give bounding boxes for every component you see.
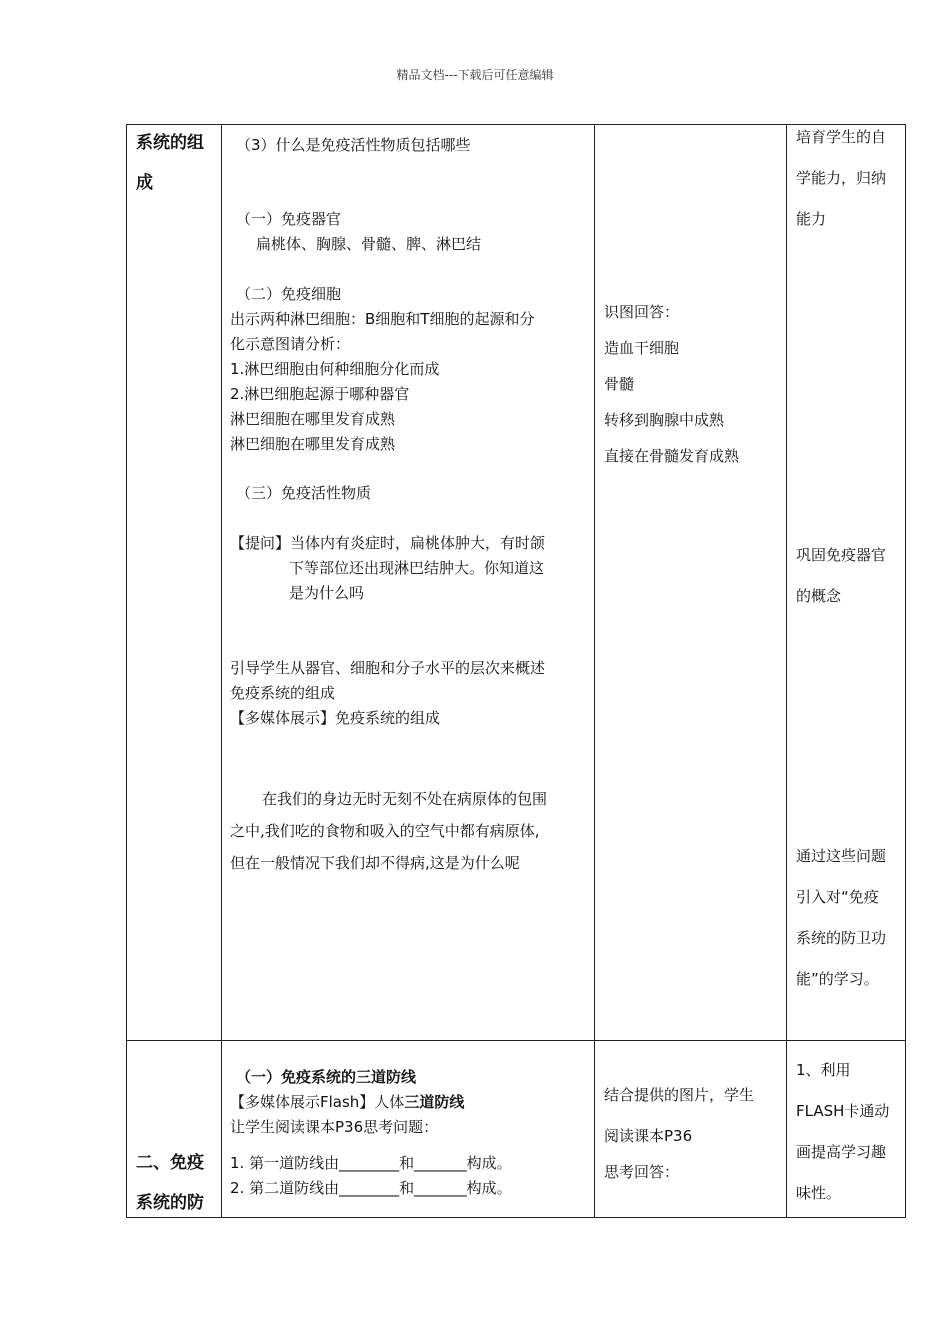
intent-line: 系统的防卫功 [796,929,887,947]
question-3: （3）什么是免疫活性物质包括哪些 [236,136,471,154]
design-intent-cell [787,125,906,1041]
student-activity-cell [595,125,787,1041]
student-answer: 转移到胸腺中成熟 [604,411,725,429]
section-cell [127,1041,222,1218]
table-row [127,1041,906,1218]
question-prompt: 是为什么吗 [289,584,365,602]
intent-line: 通过这些问题 [796,847,887,865]
student-activity: 思考回答： [604,1163,680,1181]
intent-line: 1、利用 [796,1061,851,1079]
student-answer: 直接在骨髓发育成熟 [604,447,740,465]
section-label-line: 系统的防 [136,1193,204,1213]
cell-question: 淋巴细胞在哪里发育成熟 [230,435,396,453]
cell-question: 1.淋巴细胞由何种细胞分化而成 [230,360,440,378]
intent-line: FLASH卡通动 [796,1102,890,1120]
intent-line: 能”的学习。 [796,970,879,988]
page-header: 精品文档---下载后可任意编辑 [396,68,554,82]
cell-intro: 出示两种淋巴细胞：B细胞和T细胞的起源和分 [230,310,535,328]
student-activity: 阅读课本P36 [604,1127,693,1145]
question-prompt: 下等部位还出现淋巴结肿大。你知道这 [289,559,545,577]
fill-question: 2. 第二道防线由________和_______构成。 [230,1179,512,1197]
paragraph-line: 但在一般情况下我们却不得病,这是为什么呢 [230,854,520,872]
student-activity: 结合提供的图片，学生 [604,1086,755,1104]
fill-question: 1. 第一道防线由________和_______构成。 [230,1154,512,1172]
active-substance-title: （三）免疫活性物质 [236,484,372,502]
paragraph-line: 在我们的身边无时无刻不处在病原体的包围 [262,790,548,808]
multimedia-note: 【多媒体展示】免疫系统的组成 [230,709,441,727]
intent-line: 巩固免疫器官 [796,546,887,564]
flash-note-prefix: 【多媒体展示Flash】人体 [230,1093,405,1111]
guide-text: 引导学生从器官、细胞和分子水平的层次来概述 [230,659,546,677]
reading-task: 让学生阅读课本P36思考问题： [230,1118,439,1136]
student-answer: 识图回答： [604,303,680,321]
intent-line: 味性。 [796,1184,842,1202]
intent-line: 培育学生的自 [796,128,887,146]
cell-intro: 化示意图请分析： [230,335,351,353]
design-intent-cell [787,1041,906,1218]
intent-line: 画提高学习趣 [796,1143,887,1161]
defense-title: （一）免疫系统的三道防线 [236,1068,417,1086]
table-row [127,125,906,1041]
student-answer: 造血干细胞 [604,339,680,357]
cell-question: 2.淋巴细胞起源于哪种器官 [230,385,410,403]
cell-title: （二）免疫细胞 [236,285,342,303]
student-answer: 骨髓 [604,375,635,393]
student-activity-cell [595,1041,787,1218]
intent-line: 的概念 [796,587,842,605]
organ-list: 扁桃体、胸腺、骨髓、脾、淋巴结 [256,235,482,253]
intent-line: 引入对“免疫 [796,888,879,906]
organ-title: （一）免疫器官 [236,210,342,228]
guide-text: 免疫系统的组成 [230,684,336,702]
teaching-content-cell [222,1041,595,1218]
intent-line: 学能力，归纳 [796,169,887,187]
flash-note [230,1090,464,1115]
section-cell [127,125,222,1041]
teaching-content-cell [222,125,595,1041]
intent-line: 能力 [796,210,827,228]
lesson-plan-table [126,124,906,1218]
question-prompt: 【提问】当体内有炎症时，扁桃体肿大，有时颌 [230,534,546,552]
section-label-line: 二、免疫 [136,1153,204,1173]
paragraph-line: 之中,我们吃的食物和吸入的空气中都有病原体, [230,822,540,840]
section-label-line: 系统的组 [136,133,204,153]
flash-note-keyword: 三道防线 [404,1093,465,1111]
cell-question: 淋巴细胞在哪里发育成熟 [230,410,396,428]
section-label-line: 成 [136,173,153,193]
